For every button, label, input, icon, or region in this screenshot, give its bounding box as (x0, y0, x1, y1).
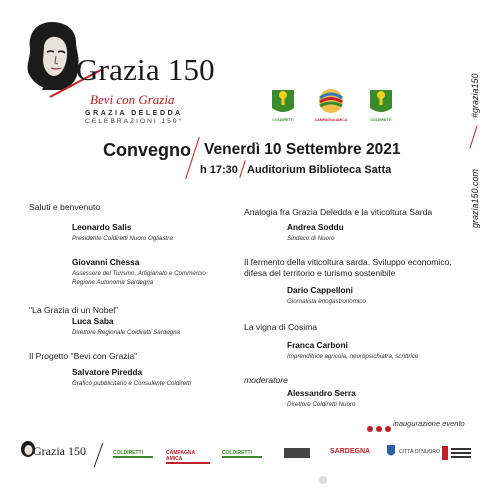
side-website[interactable]: grazia150.com (470, 168, 480, 228)
speaker-name: Alessandro Serra (287, 388, 356, 398)
footer-logo-campagna-amica: CAMPAGNA AMICA (166, 450, 210, 464)
side-slash (469, 125, 477, 148)
speaker-role: Direttore Coldiretti Nuoro (287, 401, 356, 408)
footer-logo-text-lines (451, 448, 471, 450)
logo-title: Grazia 150 (76, 52, 215, 87)
side-hashtag: #grazia150 (470, 73, 480, 118)
talk-title: difesa del territorio e turismo sostenibile (244, 268, 396, 278)
speaker-role: Assessore del Turismo, Artigianato e Commercio (72, 270, 206, 277)
grazia-deledda-portrait (22, 20, 82, 92)
logo-name: GRAZIA DELEDDA (85, 108, 183, 117)
footer-logo-nuoro: CITTÀ DI NUORO (399, 449, 440, 455)
talk-title: La vigna di Cosima (244, 322, 318, 332)
speaker-role: Regione Autonoma Sardegna (72, 279, 154, 286)
footer-logo-coldiretti: COLDIRETTI (113, 450, 153, 458)
talk-title: Il Progetto "Bevi con Grazia" (29, 351, 138, 361)
partner-label-1: COLDIRETTI (272, 118, 294, 122)
speaker-role: Sindaco di Nuoro (287, 235, 335, 242)
speaker-role: Presidente Coldiretti Nuoro Ogliastra (72, 235, 173, 242)
speaker-name: Leonardo Salis (72, 222, 132, 232)
coldiretti-donne-logo (366, 86, 396, 116)
talk-title: Analogia fra Grazia Deledda e la viticoltura Sarda (244, 207, 433, 217)
welcome-title: Saluti e benvenuto (29, 202, 101, 212)
footer-divider (94, 443, 104, 468)
speaker-name: Franca Carboni (287, 340, 348, 350)
event-place: Auditorium Biblioteca Satta (247, 164, 392, 176)
partner-label-2: CAMPAGNA AMICA (314, 118, 348, 122)
logo-celebrations: CELEBRAZIONI 150° (85, 118, 184, 125)
campagna-amica-logo (316, 86, 346, 116)
speaker-role: Grafico pubblicitario e Consulente Coldiretti (72, 380, 191, 387)
footer-logo-sardegna: SARDEGNA (330, 448, 371, 455)
nuoro-crest-icon (386, 444, 396, 458)
event-time: h 17:30 (200, 164, 238, 176)
partner-label-3: COLDIRETTI (370, 118, 392, 122)
footer-logo-red-mark (442, 446, 448, 460)
footer-logo-coldiretti-donne: COLDIRETTI (222, 450, 262, 458)
speaker-role: Giornalista enogastronomico (287, 298, 366, 305)
speaker-name: Luca Saba (72, 316, 114, 326)
speaker-name: Salvatore Piredda (72, 367, 143, 377)
moderator-label: moderatore (244, 375, 288, 385)
talk-title: Il fermento della viticoltura sarda. Sviluppo economico, (244, 257, 452, 267)
event-type: Convegno (103, 140, 191, 160)
inauguration-label: inaugurazione evento (393, 419, 465, 428)
bottom-dot-icon (319, 476, 327, 484)
footer-logo-institution (284, 448, 310, 458)
speaker-name: Dario Cappelloni (287, 285, 353, 295)
red-dots (367, 419, 394, 437)
coldiretti-nuoro-logo (268, 86, 298, 116)
logo-subtitle: Bevi con Grazia (90, 92, 175, 107)
speaker-role: Direttore Regionale Coldiretti Sardegna (72, 329, 180, 336)
speaker-name: Giovanni Chessa (72, 257, 140, 267)
speaker-role: Imprenditrice agricola, neuropsichiatra, scrittrice (287, 353, 419, 360)
footer-logo-title: Grazia 150 (33, 444, 86, 458)
speaker-name: Andrea Soddu (287, 222, 344, 232)
event-date: Venerdì 10 Settembre 2021 (204, 141, 401, 158)
talk-title: "La Grazia di un Nobel" (29, 305, 119, 315)
event-slash-small (239, 160, 246, 177)
